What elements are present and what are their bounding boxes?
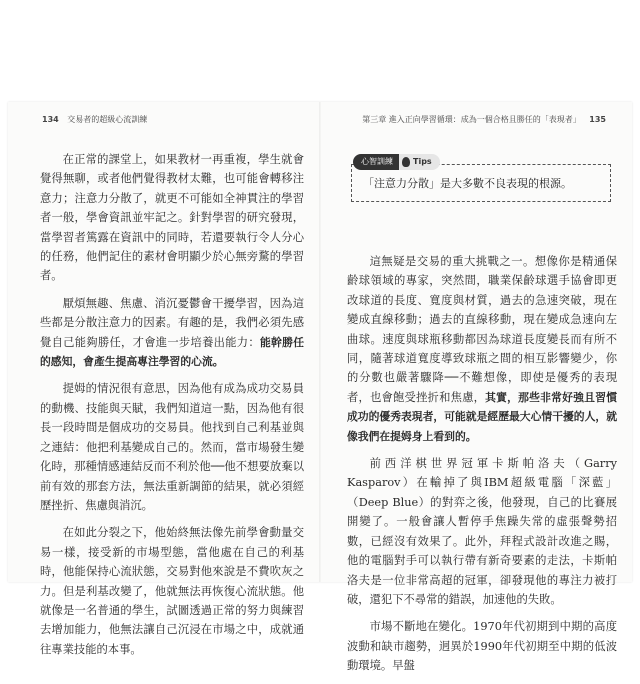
tips-text: 「注意力分散」是大多數不良表現的根源。	[363, 177, 572, 190]
right-body-text	[347, 252, 617, 684]
right-running-head	[362, 114, 612, 128]
chapter-number: 第三章	[362, 115, 387, 124]
left-running-head	[36, 114, 147, 128]
right-page	[321, 102, 632, 673]
left-paragraph-2-text: 厭煩無趣、焦慮、消沉憂鬱會干擾學習，因為這些都是分散注意力的因素。有趣的是，我們必須先感覺自己能夠勝任，才會進一步培養出能力：能幹勝任的感知，會產生提高專注學習的心流。	[40, 296, 304, 369]
left-page	[8, 102, 319, 656]
left-page-number: 134	[42, 115, 59, 124]
tips-label: 心智訓練	[353, 154, 399, 170]
right-bold-phrase: 其實，那些非常好強且習慣成功的優秀表現者，可能就是經歷最大心情干擾的人，就像我們在提姆身上看到的。	[347, 390, 617, 443]
left-body-text	[40, 150, 304, 667]
left-paragraph-3: 提姆的情況很有意思，因為他有成為成功交易員的動機、技能與天賦，我們知道這一點，因為他有很長一段時間是個成功的交易員。他找到自己利基並與之連結：他把利基變成自己的。然而，當市場發生變化時，那種情感連結反而不利於他──他不想要放棄以前有效的那套方法，無法重新調節的結果，就必須經歷挫折、焦慮與消沉。	[40, 382, 304, 512]
book-title: 交易者的超級心流訓練	[67, 115, 148, 124]
left-paragraph-1: 在正常的課堂上，如果教材一再重複，學生就會覺得無聊，或者他們覺得教材太難，也可能會轉移注意力；注意力分散了，就更不可能如全神貫注的學習者一般，學會資訊並牢記之。針對學習的研究發現，當學習者篤露在資訊中的同時，若還要執行令人分心的任務，他們記住的素材會明顯少於心無旁騖的學習者。	[40, 153, 304, 283]
left-paragraph-2	[40, 294, 304, 372]
right-paragraph-3: 市場不斷地在變化。1970年代初期到中期的高度波動和缺市趨勢，迥異於1990年代初期至中期的低波動環境。早盤	[347, 620, 617, 673]
right-paragraph-2: 前西洋棋世界冠軍卡斯帕洛夫（Garry Kasparov）在輸掉了與IBM超級電腦「深藍」（Deep Blue）的對弈之後，他發現，自己的比賽展開變了。一般會讓人暫停手焦躁失常的虛張聲勢招數，已經沒有效果了。此外，拜程式設計改進之賜，他的電腦對手可以執行帶有新奇要素的走法，卡斯帕洛夫是一位非常高超的冠軍，卻發現他的專注力被打破，還犯下不尋常的錯誤，加速他的失敗。	[347, 457, 617, 606]
chapter-title: 進入正向學習循環：成為一個合格且勝任的「表現者」	[388, 115, 581, 124]
left-bold-phrase: 能幹勝任的感知，會產生提高專注學習的心流。	[40, 335, 304, 369]
left-paragraph-4: 在如此分裂之下，他始終無法像先前學會動量交易一樣，接受新的市場型態，當他處在自己的利基時，他能保持心流狀態，交易對他來說是不費吹灰之力。但是利基改變了，他就無法再恢復心流狀態。他就像是一名普通的學生，試圖透過正常的努力與練習去增加能力，他無法讓自己沉浸在市場之中，成就通往專業技能的本事。	[40, 526, 304, 656]
right-page-number: 135	[589, 115, 606, 124]
tips-tag: Tips	[399, 154, 440, 170]
right-paragraph-1: 這無疑是交易的重大挑戰之一。想像你是精通保齡球領域的專家，突然間，職業保齡球選手協會即更改球道的長度、寬度與材質，過去的急速突破，現在變成直線移動；過去的直線移動，現在變成急速向左曲球。速度與球瓶移動都因為球道長度變長而有所不同，隨著球道寬度導致球瓶之間的相互影響變少，你的分數也嚴著驟降──不難想像，即使是優秀的表現者，也會飽受挫折和焦慮，其實，那些非常好強且習慣成功的優秀表現者，可能就是經歷最大心情干擾的人，就像我們在提姆身上看到的。	[347, 255, 617, 443]
tips-header	[353, 154, 440, 170]
book-spread	[8, 102, 632, 673]
tips-callout	[351, 154, 613, 212]
